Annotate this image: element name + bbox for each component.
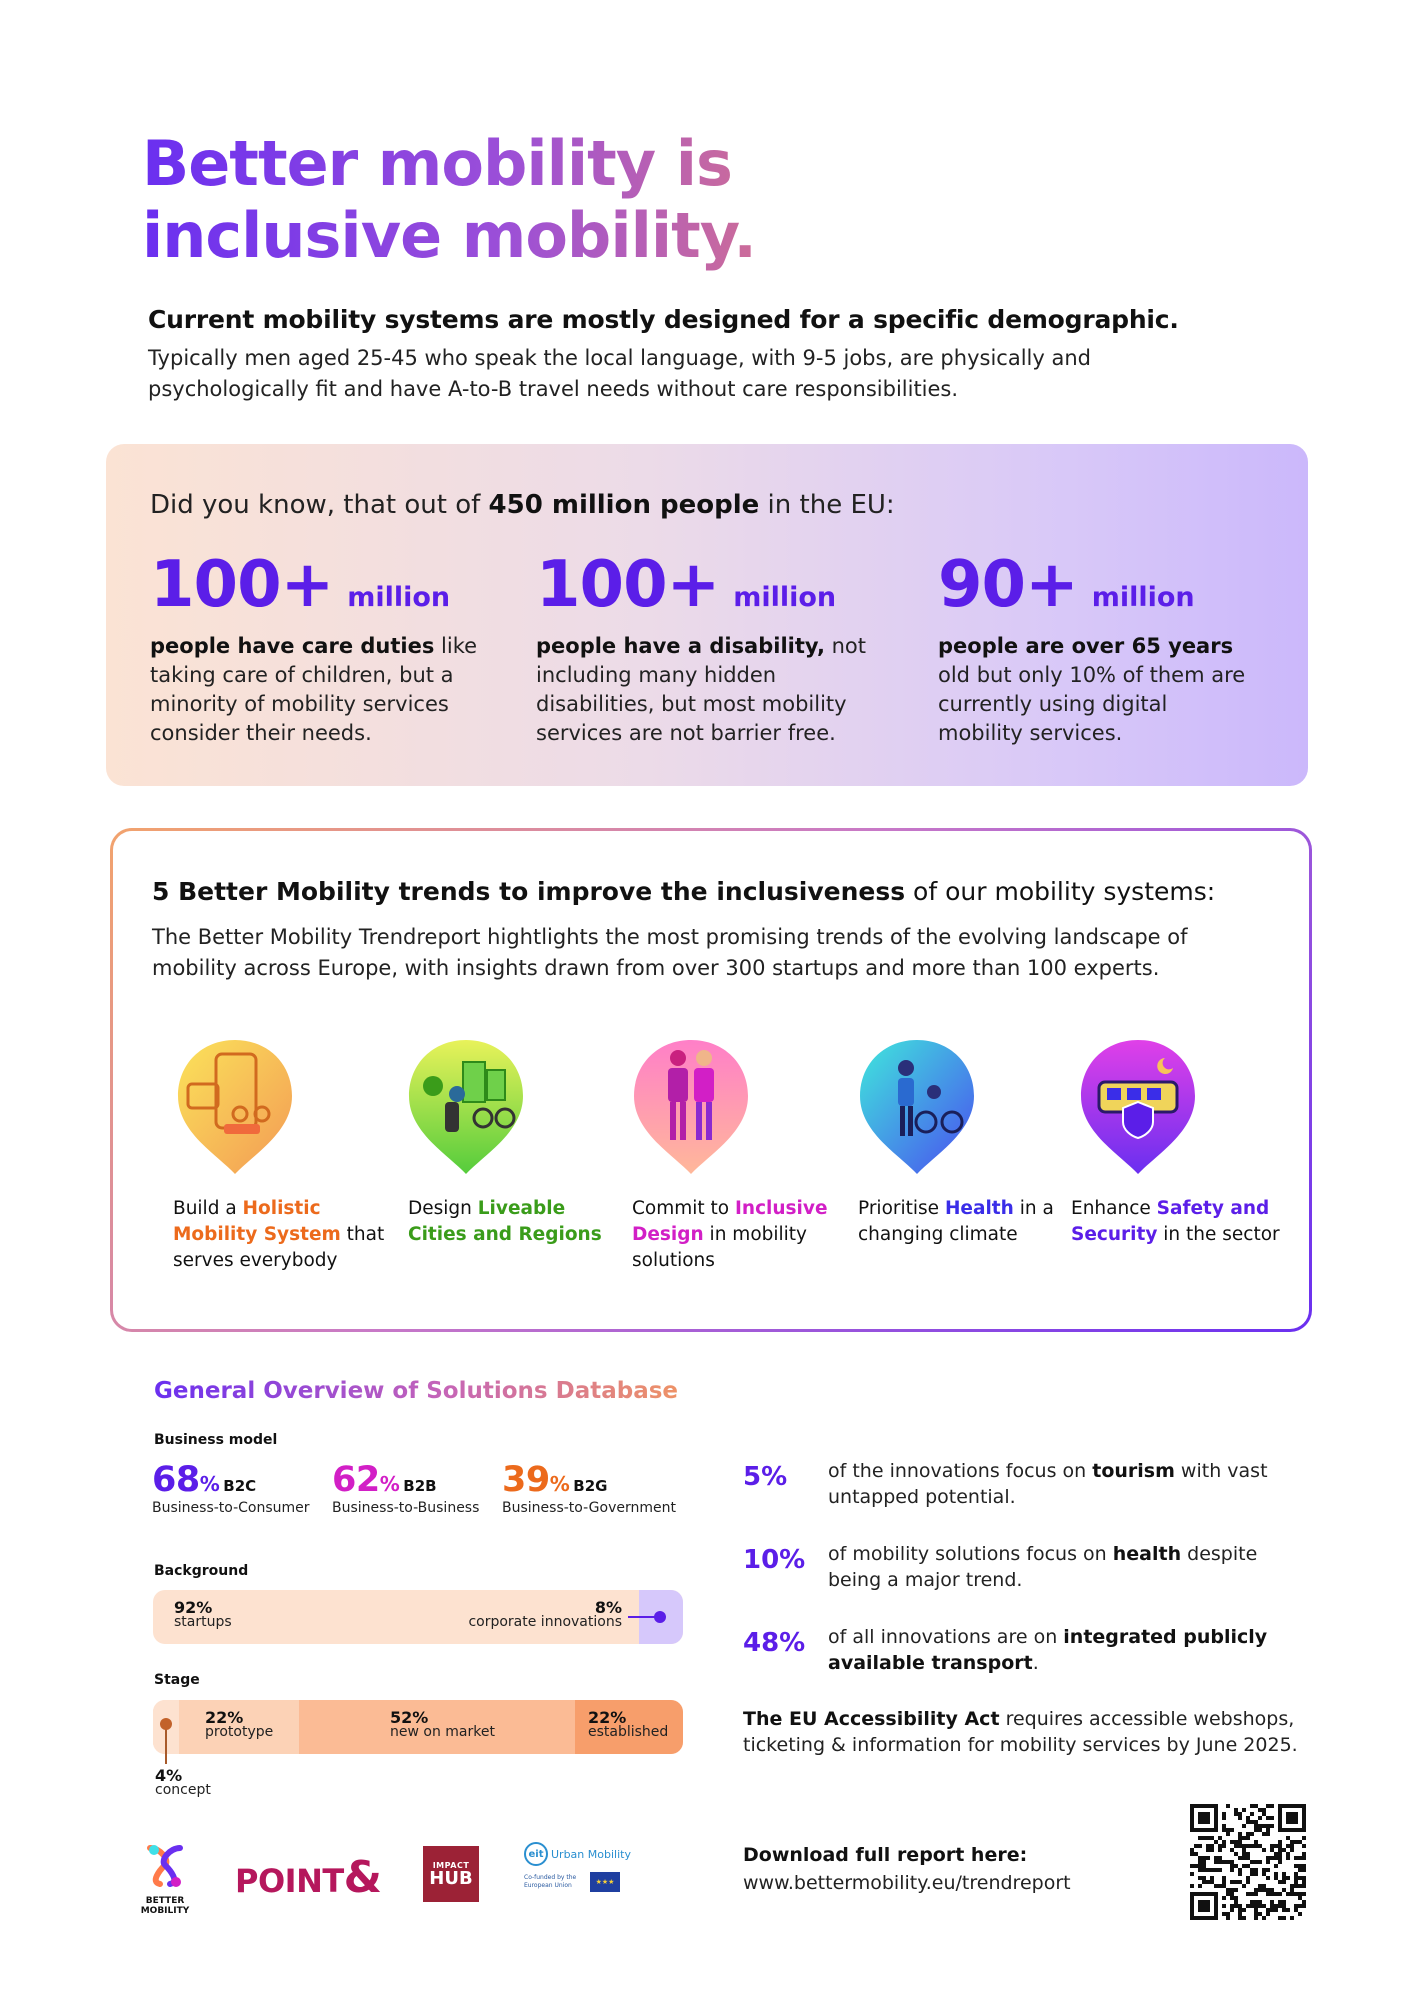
stat-value: 100+ [536, 548, 720, 622]
bar-label: startups [174, 1614, 232, 1630]
caption-post: in the sector [1157, 1224, 1280, 1245]
bar-pct: 22% [205, 1708, 244, 1727]
stat-bold: people have a disability, [536, 634, 825, 658]
eu-cofunded-text: Co-funded by the European Union [524, 1874, 577, 1889]
point-logo [235, 1852, 382, 1903]
corporate-pointer-dot [654, 1611, 666, 1623]
fact-post: despite being a major trend. [828, 1543, 1258, 1591]
fact-transport-text [828, 1624, 1278, 1676]
intro-body: Typically men aged 25-45 who speak the local language, with 9-5 jobs, are physically and psychologically fit and have A-to-B travel needs without care responsibilities. [148, 346, 1091, 401]
fact-pre: of all innovations are on [828, 1626, 1064, 1648]
caption-highlight: Safety and Security [1071, 1198, 1270, 1245]
caption-highlight: Health [944, 1198, 1014, 1219]
qr-code[interactable] [1190, 1804, 1306, 1920]
stat-disability [536, 548, 866, 748]
caption-post: in a changing climate [858, 1198, 1054, 1245]
eit-mark: eit [524, 1842, 548, 1866]
background-startups [174, 1598, 232, 1630]
stat-bold: people have care duties [150, 634, 435, 658]
stat-value: 100+ [150, 548, 334, 622]
stat-text [150, 632, 480, 748]
stat-unit: million [733, 582, 837, 613]
bm-code: B2B [403, 1477, 437, 1495]
fact-bold: tourism [1092, 1460, 1175, 1482]
stage-prototype [205, 1708, 273, 1740]
fact-post: . [1032, 1652, 1039, 1674]
trends-heading [152, 877, 1215, 906]
trends-body: The Better Mobility Trendreport hightlights the most promising trends of the evolving landscape of mobility across Europe, with insights drawn from over 300 startups and more than 100 experts. [152, 925, 1188, 980]
safety-security-icon [1077, 1036, 1199, 1176]
impact-hub-line1: IMPACT [432, 1860, 470, 1870]
trend-caption-safety [1071, 1196, 1281, 1248]
fact-pre: of mobility solutions focus on [828, 1543, 1113, 1565]
accessibility-bold: The EU Accessibility Act [743, 1708, 1000, 1730]
accessibility-act-text [743, 1706, 1323, 1758]
fact-post: with vast untapped potential. [828, 1460, 1268, 1508]
did-you-know-lead [150, 490, 895, 520]
bm-pct: 68 [152, 1460, 200, 1500]
bar-pct: 22% [588, 1708, 627, 1727]
overview-title: General Overview of Solutions Database [154, 1378, 679, 1404]
bm-code: B2G [573, 1477, 608, 1495]
holistic-mobility-icon [174, 1036, 296, 1176]
point-logo-text: POINT [235, 1862, 344, 1900]
fact-health-pct: 10% [743, 1545, 806, 1575]
bm-pct: 62 [332, 1460, 380, 1500]
bm-desc: Business-to-Business [332, 1500, 480, 1516]
bm-pct-sym: % [549, 1472, 570, 1496]
lead-post: in the EU: [759, 490, 895, 520]
stage-new-on-market [390, 1708, 495, 1740]
accessibility-rest: requires accessible webshops, ticketing & information for mobility services by June 2025. [743, 1708, 1298, 1756]
bm-b2b [332, 1460, 479, 1516]
stage-established [588, 1708, 668, 1740]
bar-pct: 4% [155, 1766, 183, 1785]
trends-heading-rest: of our mobility systems: [905, 877, 1216, 906]
bar-pct: 92% [174, 1598, 213, 1617]
bar-label: established [588, 1724, 669, 1740]
stat-bold: people are over 65 years [938, 634, 1234, 658]
point-logo-amp: & [343, 1852, 383, 1903]
stage-label: Stage [154, 1672, 200, 1688]
caption-pre: Enhance [1071, 1198, 1157, 1219]
caption-post: in mobility solutions [632, 1224, 808, 1271]
stat-text [938, 632, 1258, 748]
fact-pre: of the innovations focus on [828, 1460, 1093, 1482]
eit-urban-mobility-logo [524, 1842, 644, 1912]
inclusive-design-icon [630, 1036, 752, 1176]
stat-over-65 [938, 548, 1258, 748]
fact-transport-pct: 48% [743, 1628, 806, 1658]
liveable-cities-icon [405, 1036, 527, 1176]
concept-pointer-dot [160, 1718, 172, 1730]
fact-health-text [828, 1541, 1278, 1593]
business-model-label: Business model [154, 1432, 278, 1448]
caption-highlight: Holistic Mobility System [173, 1198, 341, 1245]
trend-caption-liveable [408, 1196, 608, 1248]
bar-label: new on market [390, 1724, 495, 1740]
caption-pre: Commit to [632, 1198, 736, 1219]
bm-code: B2C [223, 1477, 257, 1495]
trend-caption-health [858, 1196, 1068, 1248]
title-line-2: inclusive mobility. [142, 199, 756, 272]
download-heading: Download full report here: [743, 1844, 1028, 1866]
page-title [142, 128, 1042, 272]
bm-b2c [152, 1460, 310, 1516]
stat-unit: million [1091, 582, 1195, 613]
eit-name: Urban Mobility [551, 1847, 631, 1861]
caption-pre: Prioritise [858, 1198, 945, 1219]
stat-rest: like taking care of children, but a minority of mobility services consider their needs. [150, 634, 478, 745]
eu-flag-icon: ★★★ [590, 1872, 620, 1892]
bm-desc: Business-to-Government [502, 1500, 676, 1516]
impact-hub-logo [423, 1846, 479, 1902]
caption-highlight: Inclusive Design [632, 1198, 828, 1245]
fact-tourism-text [828, 1458, 1278, 1510]
stat-unit: million [347, 582, 451, 613]
bar-label: concept [155, 1782, 211, 1798]
better-mobility-logo-text: BETTER MOBILITY [140, 1896, 190, 1916]
trend-caption-holistic [173, 1196, 393, 1274]
intro-heading: Current mobility systems are mostly designed for a specific demographic. [148, 305, 1179, 334]
bm-pct-sym: % [199, 1472, 220, 1496]
stat-care-duties [150, 548, 480, 748]
fact-bold: health [1112, 1543, 1182, 1565]
stat-value: 90+ [938, 548, 1078, 622]
bm-pct-sym: % [379, 1472, 400, 1496]
bm-desc: Business-to-Consumer [152, 1500, 310, 1516]
better-mobility-logo [120, 1840, 210, 1916]
stat-text [536, 632, 866, 748]
stage-concept [155, 1766, 211, 1798]
bar-pct: 52% [390, 1708, 429, 1727]
bm-b2g [502, 1460, 676, 1516]
trends-heading-bold: 5 Better Mobility trends to improve the inclusiveness [152, 877, 906, 906]
stat-rest: old but only 10% of them are currently using digital mobility services. [938, 663, 1246, 745]
impact-hub-line2: HUB [429, 1867, 473, 1889]
fact-bold: integrated publicly available transport [828, 1626, 1268, 1674]
caption-pre: Build a [173, 1198, 243, 1219]
health-icon [856, 1036, 978, 1176]
lead-pre: Did you know, that out of [150, 490, 489, 520]
stat-rest: not including many hidden disabilities, but most mobility services are not barrier free. [536, 634, 867, 745]
caption-pre: Design [408, 1198, 478, 1219]
lead-bold: 450 million people [488, 490, 760, 520]
fact-tourism-pct: 5% [743, 1462, 788, 1492]
background-label: Background [154, 1563, 249, 1579]
trend-caption-inclusive [632, 1196, 842, 1274]
caption-highlight: Liveable Cities and Regions [408, 1198, 602, 1245]
download-url[interactable]: www.bettermobility.eu/trendreport [743, 1872, 1071, 1894]
bar-label: corporate innovations [468, 1614, 622, 1630]
background-corporate [452, 1598, 622, 1630]
bm-pct: 39 [502, 1460, 550, 1500]
title-line-1: Better mobility is [142, 127, 732, 200]
bar-label: prototype [205, 1724, 274, 1740]
bar-pct: 8% [594, 1598, 622, 1617]
caption-post: that serves everybody [173, 1224, 385, 1271]
